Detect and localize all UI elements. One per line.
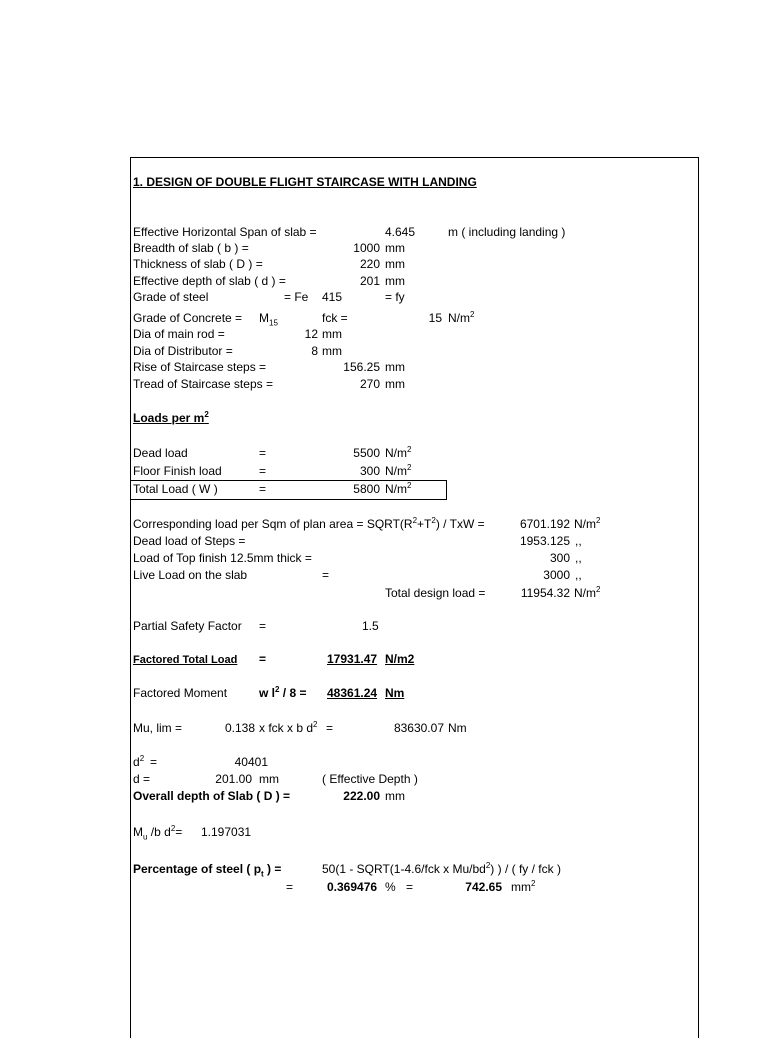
corresponding-load-label: Corresponding load per Sqm of plan area = $SQRT(R^2+T^2)$ / TxW = <box>133 516 485 531</box>
main-rod-label: Dia of main rod = <box>133 327 225 341</box>
overall-depth-value: 222.00 <box>343 789 380 803</box>
steel-area-unit: $mm^2$ <box>511 879 536 894</box>
thickness-label: Thickness of slab ( D ) = <box>133 257 263 271</box>
top-finish-label: Load of Top finish 12.5mm thick = <box>133 551 312 565</box>
d-unit: mm <box>259 772 279 786</box>
thickness-unit: mm <box>385 257 405 271</box>
d-label: d = <box>133 772 151 786</box>
eff-depth-value: 201 <box>359 274 380 288</box>
overall-depth-unit: mm <box>385 789 405 803</box>
live-load-label: Live Load on the slab <box>133 568 248 582</box>
mu-bd2-value: 1.197031 <box>201 825 252 839</box>
mu-lim-eq: = <box>326 721 334 735</box>
breadth-value: 1000 <box>353 241 380 255</box>
dead-load-unit: $N/m^2$ <box>385 445 412 460</box>
floor-finish-eq: = <box>259 464 267 478</box>
d-squared-label: $d^2$ <box>133 754 145 769</box>
factored-moment-value: 48361.24 <box>327 686 378 700</box>
steel-grade-fy: = fy <box>385 290 405 304</box>
total-design-load-unit: $N/m^2$ <box>574 585 601 600</box>
steps-dead-load-unit: ,, <box>575 534 582 548</box>
floor-finish-value: 300 <box>359 464 380 478</box>
factored-moment-unit: Nm <box>385 686 405 700</box>
concrete-grade-label: Grade of Concrete = <box>133 311 243 325</box>
fck-unit: $N/m^2$ <box>448 310 475 325</box>
factored-total-load-value: 17931.47 <box>327 652 378 666</box>
distributor-value: 8 <box>311 344 318 358</box>
d-squared-eq: = <box>150 755 158 769</box>
steel-grade-label: Grade of steel <box>133 290 209 304</box>
corresponding-load-unit: $N/m^2$ <box>574 516 601 531</box>
percentage-steel-value: 0.369476 <box>327 880 378 894</box>
rise-value: 156.25 <box>343 360 380 374</box>
live-load-eq: = <box>322 568 330 582</box>
mu-lim-formula: x fck x b $d^2$ <box>259 720 318 735</box>
loads-heading: Loads per $m^2$ <box>133 410 209 425</box>
top-finish-unit: ,, <box>575 551 582 565</box>
distributor-label: Dia of Distributor = <box>133 344 233 358</box>
thickness-value: 220 <box>359 257 380 271</box>
tread-label: Tread of Staircase steps = <box>133 377 273 391</box>
d-note: ( Effective Depth ) <box>322 772 418 786</box>
main-rod-value: 12 <box>304 327 318 341</box>
percentage-steel-formula: 50(1 - SQRT(1-4.6/fck x $Mu/bd^2$) ) / ( fy / fck ) <box>322 861 561 876</box>
page-title: 1. DESIGN OF DOUBLE FLIGHT STAIRCASE WITH LANDING <box>133 175 477 189</box>
eff-depth-unit: mm <box>385 274 405 288</box>
steps-dead-load-label: Dead load of Steps = <box>133 534 246 548</box>
mu-lim-value: 83630.07 <box>393 721 444 735</box>
mu-lim-label: Mu, lim = <box>133 721 183 735</box>
percentage-steel-label: Percentage of steel ( $p_t$ ) = <box>133 862 282 879</box>
span-label: Effective Horizontal Span of slab = <box>133 225 317 239</box>
d-squared-value: 40401 <box>234 755 268 769</box>
breadth-unit: mm <box>385 241 405 255</box>
fck-value: 15 <box>428 311 442 325</box>
live-load-value: 3000 <box>543 568 570 582</box>
total-load-unit: $N/m^2$ <box>385 481 412 496</box>
total-design-load-label: Total design load = <box>385 586 486 600</box>
span-value: 4.645 <box>385 225 416 239</box>
corresponding-load-value: 6701.192 <box>519 517 570 531</box>
factored-total-load-unit: N/m2 <box>385 652 415 666</box>
steel-area-eq: = <box>406 880 414 894</box>
total-load-value: 5800 <box>353 482 380 496</box>
partial-safety-factor-eq: = <box>259 619 267 633</box>
factored-total-load-label: Factored Total Load <box>133 654 238 666</box>
percentage-steel-eq: = <box>286 880 294 894</box>
steel-grade-eq: = Fe <box>284 290 309 304</box>
steel-grade-value: 415 <box>322 290 343 304</box>
percentage-steel-unit: % <box>385 880 396 894</box>
steps-dead-load-value: 1953.125 <box>519 534 570 548</box>
fck-label: fck = <box>322 311 348 325</box>
mu-lim-unit: Nm <box>448 721 467 735</box>
mu-lim-coefficient: 0.138 <box>224 721 255 735</box>
concrete-grade-value: $M_{15}$ <box>259 311 278 328</box>
top-finish-value: 300 <box>549 551 570 565</box>
d-value: 201.00 <box>215 772 252 786</box>
overall-depth-label: Overall depth of Slab ( D ) = <box>133 789 291 803</box>
dead-load-eq: = <box>259 446 267 460</box>
total-design-load-value: 11954.32 <box>520 586 570 600</box>
partial-safety-factor-label: Partial Safety Factor <box>133 619 242 633</box>
floor-finish-unit: $N/m^2$ <box>385 463 412 478</box>
dead-load-value: 5500 <box>353 446 380 460</box>
live-load-unit: ,, <box>575 568 582 582</box>
main-rod-unit: mm <box>322 327 342 341</box>
floor-finish-label: Floor Finish load <box>133 464 222 478</box>
factored-total-load-eq: = <box>259 652 267 666</box>
factored-moment-label: Factored Moment <box>133 686 228 700</box>
total-load-label: Total Load ( W ) <box>133 482 218 496</box>
span-note: m ( including landing ) <box>448 225 566 239</box>
total-load-eq: = <box>259 482 267 496</box>
steel-area-value: 742.65 <box>465 880 502 894</box>
rise-label: Rise of Staircase steps = <box>133 360 267 374</box>
eff-depth-label: Effective depth of slab ( d ) = <box>133 274 286 288</box>
breadth-label: Breadth of slab ( b ) = <box>133 241 249 255</box>
rise-unit: mm <box>385 360 405 374</box>
tread-unit: mm <box>385 377 405 391</box>
partial-safety-factor-value: 1.5 <box>362 619 379 633</box>
mu-bd2-label: $M_u$ /b $d^2=$ <box>133 824 183 842</box>
tread-value: 270 <box>359 377 380 391</box>
distributor-unit: mm <box>322 344 342 358</box>
factored-moment-formula: w $l^2 / 8$ = <box>259 685 307 700</box>
dead-load-label: Dead load <box>133 446 188 460</box>
